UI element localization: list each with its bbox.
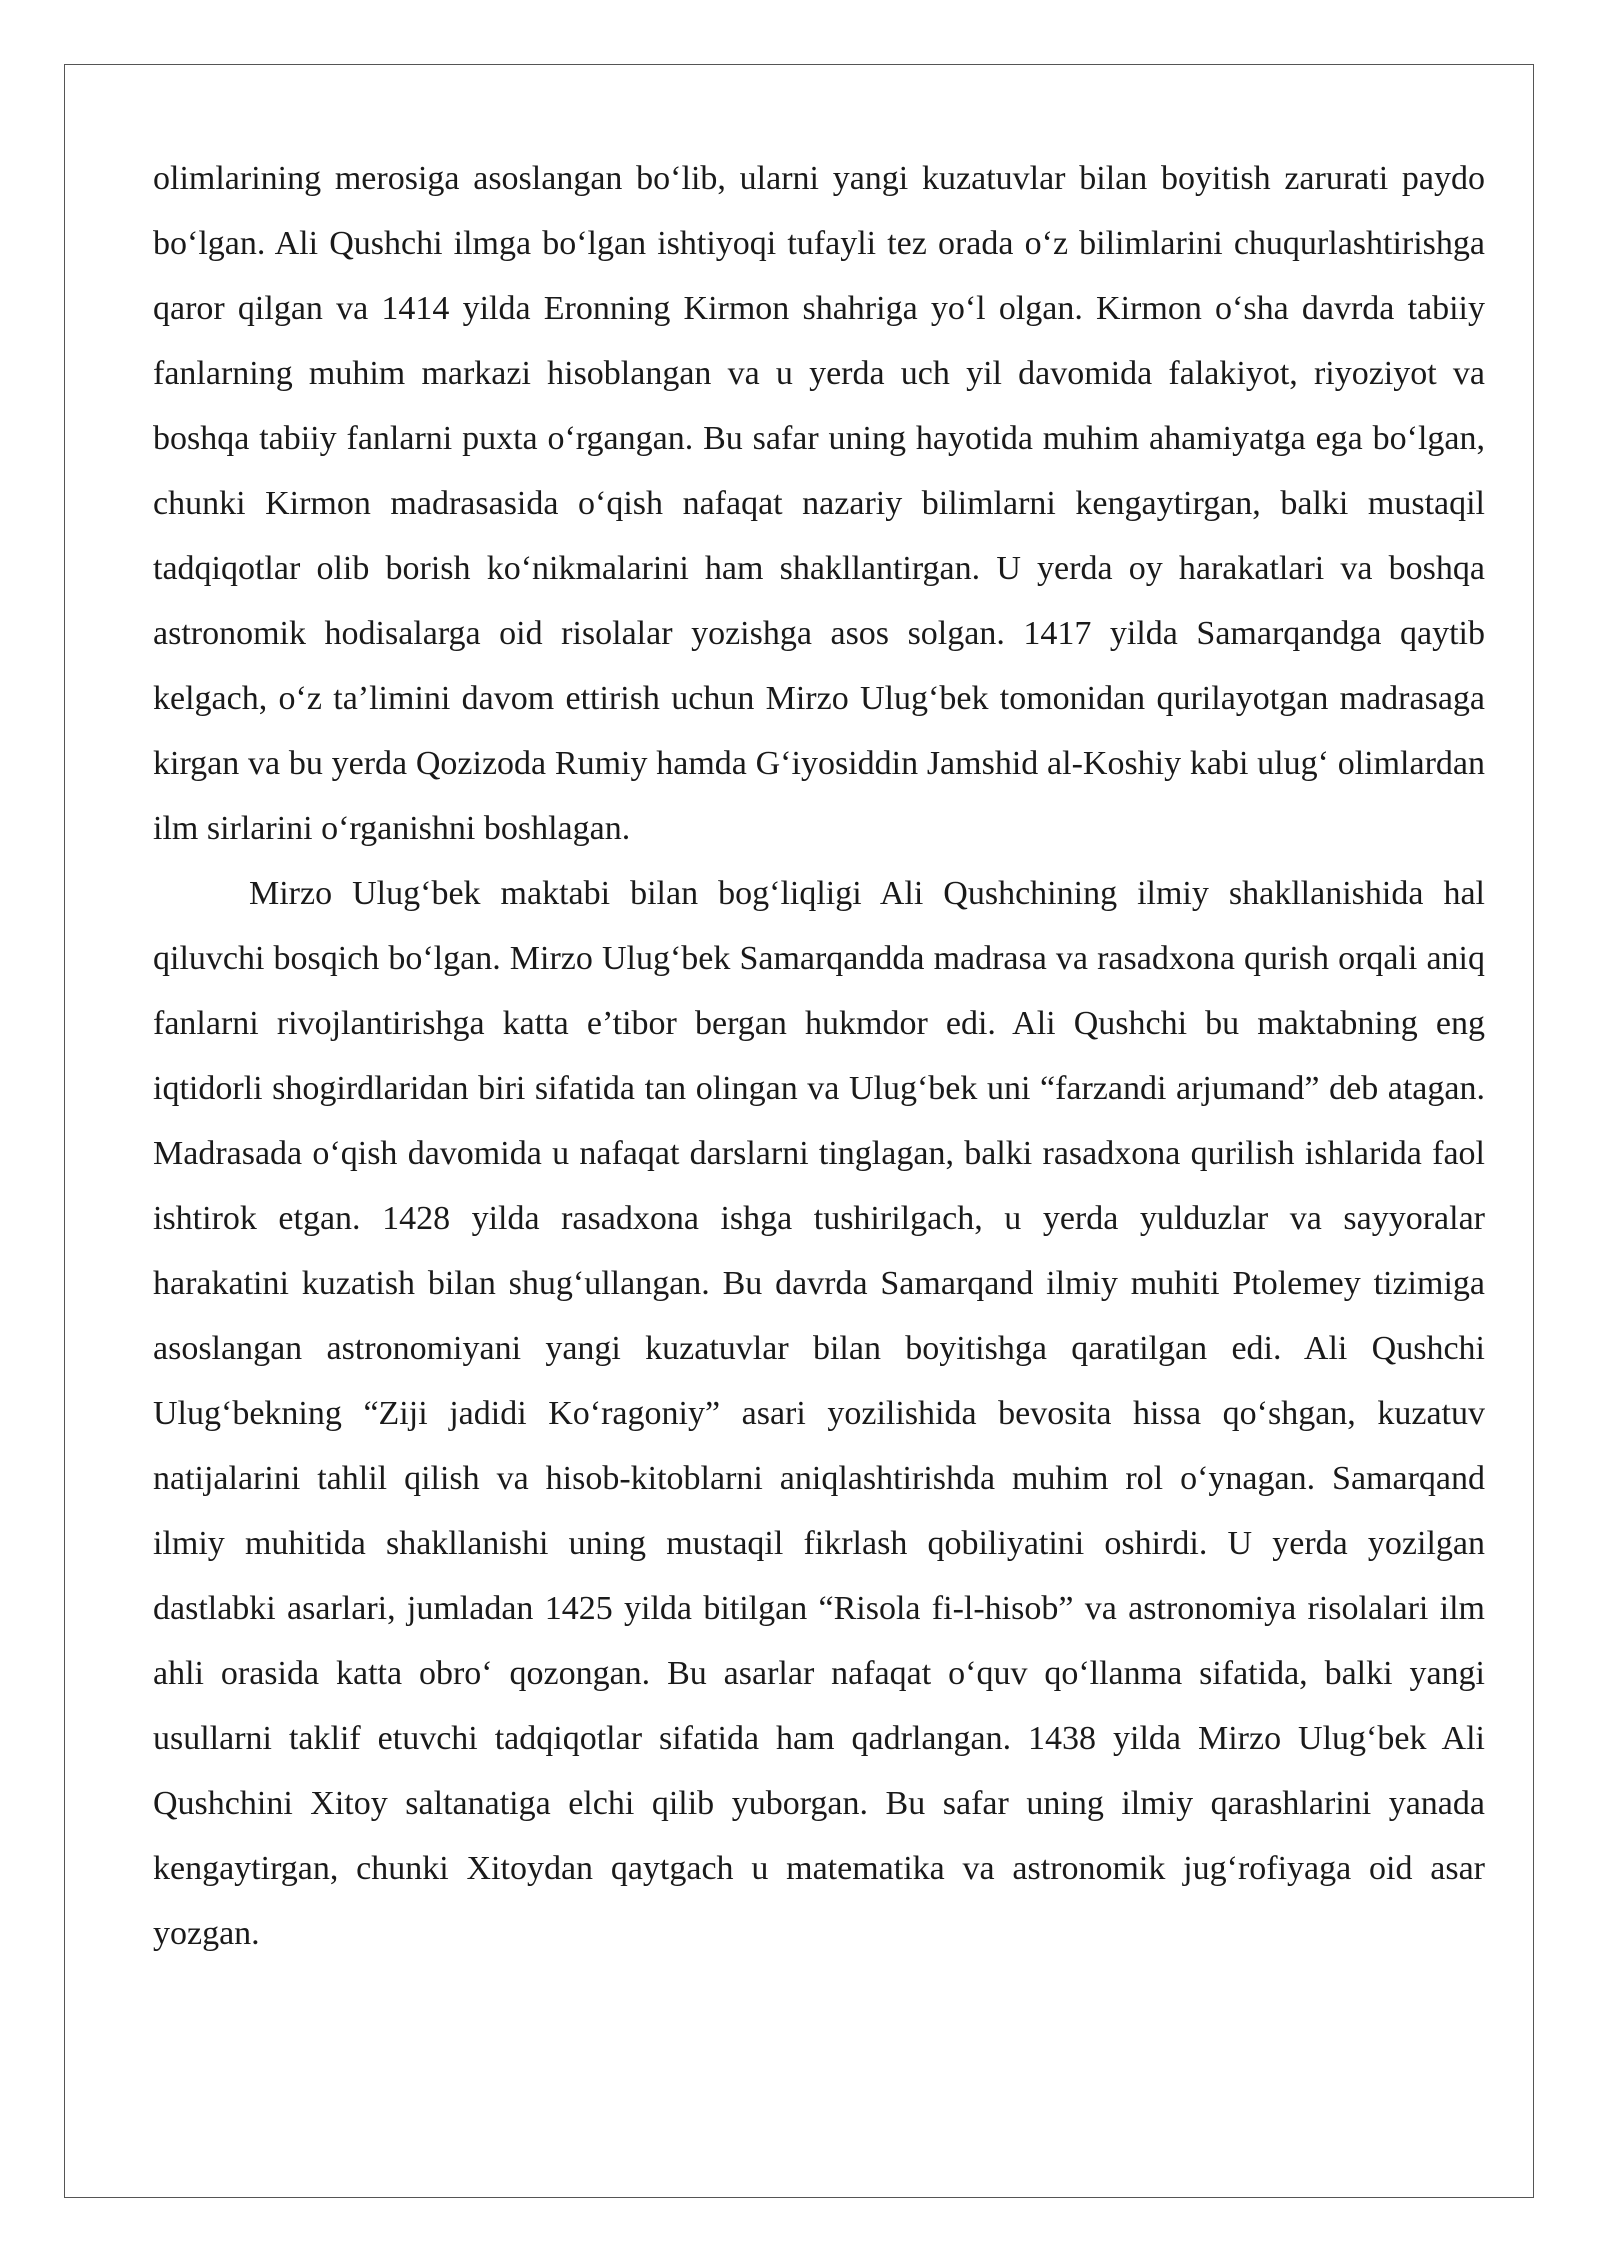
paragraph-1: olimlarining merosiga asoslangan bo‘lib, ularni yangi kuzatuvlar bilan boyitish zarurati paydo bo‘lgan. Ali Qushchi ilmga bo‘lgan ishtiyoqi tufayli tez orada o‘z bilimlarini chuqurlashtirishga qaror qilgan va 1414 yilda Eronning Kirmon shahriga yo‘l olgan. Kirmon o‘sha davrda tabiiy fanlarning muhim markazi hisoblangan va u yerda uch yil davomida falakiyot, riyoziyot va boshqa tabiiy fanlarni puxta o‘rgangan. Bu safar uning hayotida muhim ahamiyatga ega bo‘lgan, chunki Kirmon madrasasida o‘qish nafaqat nazariy bilimlarni kengaytirgan, balki mustaqil tadqiqotlar olib borish ko‘nikmalarini ham shakllantirgan. U yerda oy harakatlari va boshqa astronomik hodisalarga oid risolalar yozishga asos solgan. 1417 yilda Samarqandga qaytib kelgach, o‘z ta’limini davom ettirish uchun Mirzo Ulug‘bek tomonidan qurilayotgan madrasaga kirgan va bu yerda Qozizoda Rumiy hamda G‘iyosiddin Jamshid al-Koshiy kabi ulug‘ olimlardan ilm sirlarini o‘rganishni boshlagan. — [153, 160, 1485, 847]
paragraph-2: Mirzo Ulug‘bek maktabi bilan bog‘liqligi Ali Qushchining ilmiy shakllanishida hal qiluvchi bosqich bo‘lgan. Mirzo Ulug‘bek Samarqandda madrasa va rasadxona qurish orqali aniq fanlarni rivojlantirishga katta e’tibor bergan hukmdor edi. Ali Qushchi bu maktabning eng iqtidorli shogirdlaridan biri sifatida tan olingan va Ulug‘bek uni “farzandi arjumand” deb atagan. Madrasada o‘qish davomida u nafaqat darslarni tinglagan, balki rasadxona qurilish ishlarida faol ishtirok etgan. 1428 yilda rasadxona ishga tushirilgach, u yerda yulduzlar va sayyoralar harakatini kuzatish bilan shug‘ullangan. Bu davrda Samarqand ilmiy muhiti Ptolemey tizimiga asoslangan astronomiyani yangi kuzatuvlar bilan boyitishga qaratilgan edi. Ali Qushchi Ulug‘bekning “Ziji jadidi Ko‘ragoniy” asari yozilishida bevosita hissa qo‘shgan, kuzatuv natijalarini tahlil qilish va hisob-kitoblarni aniqlashtirishda muhim rol o‘ynagan. Samarqand ilmiy muhitida shakllanishi uning mustaqil fikrlash qobiliyatini oshirdi. U yerda yozilgan dastlabki asarlari, jumladan 1425 yilda bitilgan “Risola fi-l-hisob” va astronomiya risolalari ilm ahli orasida katta obro‘ qozongan. Bu asarlar nafaqat o‘quv qo‘llanma sifatida, balki yangi usullarni taklif etuvchi tadqiqotlar sifatida ham qadrlangan. 1438 yilda Mirzo Ulug‘bek Ali Qushchini Xitoy saltanatiga elchi qilib yuborgan. Bu safar uning ilmiy qarashlarini yanada kengaytirgan, chunki Xitoydan qaytgach u matematika va astronomik jug‘rofiyaga oid asar yozgan. — [153, 875, 1485, 1952]
document-body — [153, 146, 1485, 1966]
